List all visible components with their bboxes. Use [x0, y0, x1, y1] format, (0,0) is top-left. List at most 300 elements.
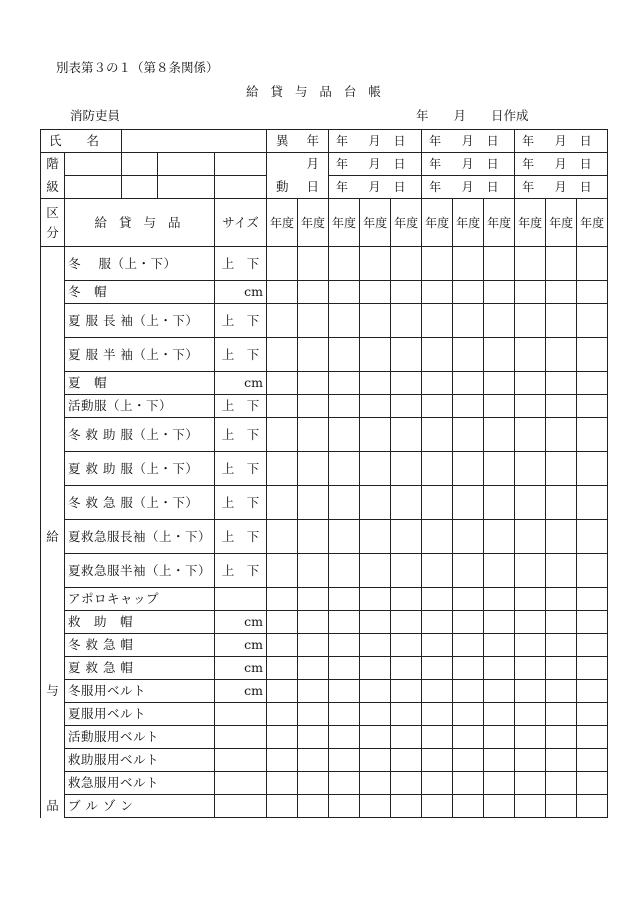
year-cell[interactable] — [360, 338, 391, 372]
ymd-3-2[interactable] — [422, 176, 515, 199]
year-cell[interactable] — [298, 372, 329, 395]
year-cell[interactable] — [577, 749, 608, 772]
year-cell[interactable] — [391, 338, 422, 372]
year-cell[interactable] — [298, 520, 329, 554]
year-cell[interactable] — [484, 703, 515, 726]
year-cell[interactable] — [391, 372, 422, 395]
year-cell[interactable] — [422, 304, 453, 338]
year-cell[interactable] — [267, 520, 298, 554]
year-cell[interactable] — [453, 657, 484, 680]
item-row — [41, 772, 608, 795]
ymd-2-1[interactable] — [329, 153, 422, 176]
year-cell[interactable] — [577, 486, 608, 520]
year-cell[interactable] — [267, 634, 298, 657]
year-cell[interactable] — [577, 554, 608, 588]
grade-cell-2b[interactable] — [122, 176, 158, 199]
year-cell[interactable] — [484, 588, 515, 611]
year-cell[interactable] — [453, 611, 484, 634]
year-cell[interactable] — [546, 611, 577, 634]
year-cell[interactable] — [329, 338, 360, 372]
year-cell[interactable] — [422, 486, 453, 520]
year-cell[interactable] — [453, 520, 484, 554]
year-cell[interactable] — [391, 726, 422, 749]
year-cell[interactable] — [515, 338, 546, 372]
year-cell[interactable] — [577, 304, 608, 338]
year-cell[interactable] — [546, 703, 577, 726]
year-cell[interactable] — [577, 372, 608, 395]
year-cell[interactable] — [391, 520, 422, 554]
year-cell[interactable] — [422, 657, 453, 680]
year-cell[interactable] — [391, 611, 422, 634]
year-cell[interactable] — [391, 486, 422, 520]
year-cell[interactable] — [453, 395, 484, 418]
item-row — [41, 418, 608, 452]
year-cell[interactable] — [515, 486, 546, 520]
year-cell[interactable] — [329, 772, 360, 795]
month-label: 月 — [554, 180, 567, 194]
year-cell[interactable] — [422, 588, 453, 611]
year-cell[interactable] — [329, 634, 360, 657]
ymd-1-2[interactable] — [422, 130, 515, 153]
year-cell[interactable] — [577, 338, 608, 372]
year-cell[interactable] — [267, 726, 298, 749]
page-title: 給 貸 与 品 台 帳 — [246, 84, 385, 99]
year-cell[interactable] — [267, 703, 298, 726]
year-cell[interactable] — [577, 795, 608, 818]
year-cell[interactable] — [391, 418, 422, 452]
year-cell[interactable] — [422, 726, 453, 749]
category-cell — [41, 418, 65, 452]
grade-cell-1a[interactable] — [65, 153, 122, 176]
year-cell[interactable] — [360, 772, 391, 795]
year-cell[interactable] — [453, 281, 484, 304]
year-cell[interactable] — [515, 304, 546, 338]
year-cell[interactable] — [329, 554, 360, 588]
item-row — [41, 749, 608, 772]
year-cell[interactable] — [484, 611, 515, 634]
year-cell[interactable] — [577, 772, 608, 795]
year-cell[interactable] — [515, 395, 546, 418]
year-cell[interactable] — [329, 452, 360, 486]
year-cell[interactable] — [329, 281, 360, 304]
year-cell[interactable] — [577, 611, 608, 634]
year-cell[interactable] — [298, 703, 329, 726]
year-cell[interactable] — [298, 772, 329, 795]
year-cell[interactable] — [360, 703, 391, 726]
year-cell[interactable] — [267, 749, 298, 772]
year-cell[interactable] — [515, 418, 546, 452]
year-cell[interactable] — [329, 680, 360, 703]
year-cell[interactable] — [515, 657, 546, 680]
year-cell[interactable] — [298, 452, 329, 486]
year-cell[interactable] — [484, 726, 515, 749]
year-cell[interactable] — [391, 281, 422, 304]
year-cell[interactable] — [298, 680, 329, 703]
year-cell[interactable] — [360, 634, 391, 657]
year-cell[interactable] — [515, 452, 546, 486]
year-cell[interactable] — [267, 554, 298, 588]
year-cell[interactable] — [453, 304, 484, 338]
year-cell[interactable] — [515, 749, 546, 772]
year-cell[interactable] — [577, 520, 608, 554]
item-size: 上 下 — [215, 304, 267, 338]
year-cell[interactable] — [329, 657, 360, 680]
year-cell[interactable] — [267, 418, 298, 452]
year-cell[interactable] — [422, 749, 453, 772]
year-cell[interactable] — [267, 772, 298, 795]
item-name: 救急服用ベルト — [65, 772, 215, 795]
year-cell[interactable] — [515, 247, 546, 281]
year-cell[interactable] — [391, 703, 422, 726]
year-cell[interactable] — [422, 281, 453, 304]
year-cell[interactable] — [484, 486, 515, 520]
year-cell[interactable] — [453, 634, 484, 657]
item-name: 夏 救 助 服（上・下） — [65, 452, 215, 486]
year-cell[interactable] — [577, 703, 608, 726]
year-cell[interactable] — [546, 657, 577, 680]
year-cell[interactable] — [267, 304, 298, 338]
day-label: 日 — [486, 180, 499, 194]
year-cell[interactable] — [515, 372, 546, 395]
year-cell[interactable] — [298, 726, 329, 749]
year-cell[interactable] — [391, 772, 422, 795]
year-cell[interactable] — [484, 554, 515, 588]
year-cell[interactable] — [391, 452, 422, 486]
year-cell[interactable] — [484, 247, 515, 281]
year-cell[interactable] — [360, 372, 391, 395]
year-cell[interactable] — [577, 418, 608, 452]
year-cell[interactable] — [515, 634, 546, 657]
year-cell[interactable] — [577, 657, 608, 680]
year-cell[interactable] — [360, 452, 391, 486]
year-cell[interactable] — [453, 452, 484, 486]
day-label: 日 — [579, 180, 592, 194]
year-cell[interactable] — [267, 680, 298, 703]
year-label: 年 — [336, 180, 349, 194]
year-cell[interactable] — [329, 588, 360, 611]
year-cell[interactable] — [298, 749, 329, 772]
year-cell[interactable] — [298, 634, 329, 657]
year-cell[interactable] — [422, 372, 453, 395]
item-row — [41, 795, 608, 818]
category-cell — [41, 611, 65, 634]
year-cell[interactable] — [484, 680, 515, 703]
year-cell[interactable] — [329, 726, 360, 749]
year-cell[interactable] — [422, 554, 453, 588]
year-cell[interactable] — [453, 554, 484, 588]
year-cell[interactable] — [391, 247, 422, 281]
year-cell[interactable] — [298, 304, 329, 338]
year-cell[interactable] — [484, 772, 515, 795]
year-cell[interactable] — [484, 749, 515, 772]
year-cell[interactable] — [577, 281, 608, 304]
year-cell[interactable] — [329, 395, 360, 418]
year-cell[interactable] — [484, 634, 515, 657]
year-cell[interactable] — [267, 611, 298, 634]
grade-label-2: 級 — [41, 176, 65, 199]
year-cell[interactable] — [267, 281, 298, 304]
year-cell[interactable] — [453, 726, 484, 749]
year-cell[interactable] — [267, 486, 298, 520]
year-cell[interactable] — [484, 795, 515, 818]
year-cell[interactable] — [267, 338, 298, 372]
category-cell — [41, 486, 65, 520]
year-cell[interactable] — [360, 588, 391, 611]
year-cell[interactable] — [484, 395, 515, 418]
item-name: 夏救急服長袖（上・下） — [65, 520, 215, 554]
year-cell[interactable] — [329, 486, 360, 520]
item-size — [215, 795, 267, 818]
year-cell[interactable] — [484, 657, 515, 680]
year-cell[interactable] — [422, 703, 453, 726]
item-name: ブ ル ゾ ン — [65, 795, 215, 818]
ymd-2-2[interactable] — [422, 153, 515, 176]
ymd-2-3[interactable] — [515, 153, 608, 176]
year-cell[interactable] — [298, 247, 329, 281]
year-cell[interactable] — [391, 588, 422, 611]
year-cell[interactable] — [577, 680, 608, 703]
grade-cell-2c[interactable] — [157, 176, 214, 199]
nendo-header: 年度 — [577, 199, 608, 247]
year-cell[interactable] — [484, 418, 515, 452]
nendo-header: 年度 — [453, 199, 484, 247]
day-label: 日 — [393, 157, 406, 171]
year-cell[interactable] — [484, 520, 515, 554]
grade-cell-1d[interactable] — [215, 153, 267, 176]
year-cell[interactable] — [422, 520, 453, 554]
year-cell[interactable] — [391, 657, 422, 680]
year-cell[interactable] — [329, 304, 360, 338]
year-cell[interactable] — [267, 452, 298, 486]
year-cell[interactable] — [453, 486, 484, 520]
year-cell[interactable] — [329, 418, 360, 452]
year-cell[interactable] — [515, 680, 546, 703]
year-cell[interactable] — [453, 418, 484, 452]
grade-cell-2d[interactable] — [215, 176, 267, 199]
nendo-header: 年度 — [329, 199, 360, 247]
year-cell[interactable] — [267, 657, 298, 680]
year-cell[interactable] — [515, 703, 546, 726]
year-cell[interactable] — [360, 520, 391, 554]
item-row — [41, 247, 608, 281]
year-cell[interactable] — [546, 726, 577, 749]
year-cell[interactable] — [546, 634, 577, 657]
year-cell[interactable] — [546, 372, 577, 395]
year-cell[interactable] — [360, 554, 391, 588]
year-cell[interactable] — [422, 772, 453, 795]
year-cell[interactable] — [360, 395, 391, 418]
category-cell — [41, 395, 65, 418]
year-cell[interactable] — [267, 372, 298, 395]
grade-cell-1b[interactable] — [122, 153, 158, 176]
year-cell[interactable] — [298, 338, 329, 372]
year-cell[interactable] — [515, 795, 546, 818]
year-cell[interactable] — [484, 452, 515, 486]
day-label: 日 — [393, 180, 406, 194]
item-name: 活動服用ベルト — [65, 726, 215, 749]
year-cell[interactable] — [577, 395, 608, 418]
year-cell[interactable] — [546, 281, 577, 304]
year-cell[interactable] — [391, 554, 422, 588]
item-size: 上 下 — [215, 554, 267, 588]
year-cell[interactable] — [360, 680, 391, 703]
year-cell[interactable] — [453, 795, 484, 818]
ymd-1-1[interactable] — [329, 130, 422, 153]
year-cell[interactable] — [391, 795, 422, 818]
item-size — [215, 726, 267, 749]
year-cell[interactable] — [360, 657, 391, 680]
year-cell[interactable] — [360, 611, 391, 634]
name-row — [41, 130, 608, 153]
year-cell[interactable] — [391, 634, 422, 657]
year-cell[interactable] — [298, 657, 329, 680]
year-cell[interactable] — [329, 611, 360, 634]
year-cell[interactable] — [546, 338, 577, 372]
name-field[interactable] — [122, 130, 267, 153]
grade-label-1: 階 — [41, 153, 65, 176]
year-cell[interactable] — [329, 520, 360, 554]
year-cell[interactable] — [329, 372, 360, 395]
year-cell[interactable] — [546, 554, 577, 588]
year-cell[interactable] — [422, 452, 453, 486]
year-cell[interactable] — [577, 634, 608, 657]
year-cell[interactable] — [298, 588, 329, 611]
year-cell[interactable] — [360, 795, 391, 818]
ymd-1-3[interactable] — [515, 130, 608, 153]
year-cell[interactable] — [267, 395, 298, 418]
year-cell[interactable] — [360, 247, 391, 281]
year-cell[interactable] — [298, 554, 329, 588]
year-cell[interactable] — [484, 304, 515, 338]
year-cell[interactable] — [546, 520, 577, 554]
year-cell[interactable] — [546, 772, 577, 795]
year-cell[interactable] — [391, 395, 422, 418]
year-cell[interactable] — [298, 611, 329, 634]
year-cell[interactable] — [329, 703, 360, 726]
nendo-header: 年度 — [391, 199, 422, 247]
item-row — [41, 338, 608, 372]
grade-row-1 — [41, 153, 608, 176]
year-cell[interactable] — [546, 452, 577, 486]
year-cell[interactable] — [360, 304, 391, 338]
year-cell[interactable] — [422, 338, 453, 372]
year-cell[interactable] — [515, 726, 546, 749]
year-cell[interactable] — [546, 680, 577, 703]
year-cell[interactable] — [515, 611, 546, 634]
grade-cell-1c[interactable] — [157, 153, 214, 176]
transfer-month-label: 月 — [298, 153, 329, 176]
year-cell[interactable] — [422, 418, 453, 452]
nendo-header: 年度 — [298, 199, 329, 247]
year-cell[interactable] — [453, 372, 484, 395]
year-cell[interactable] — [546, 304, 577, 338]
item-size: cm — [215, 657, 267, 680]
category-cell — [41, 726, 65, 749]
year-cell[interactable] — [577, 452, 608, 486]
year-cell[interactable] — [360, 418, 391, 452]
year-cell[interactable] — [391, 749, 422, 772]
name-label: 氏 名 — [41, 130, 122, 153]
year-cell[interactable] — [453, 588, 484, 611]
year-cell[interactable] — [546, 486, 577, 520]
month-label: 月 — [461, 180, 474, 194]
year-cell[interactable] — [360, 749, 391, 772]
item-name: 冬 救 急 帽 — [65, 634, 215, 657]
year-cell[interactable] — [267, 795, 298, 818]
column-header-row — [41, 199, 608, 247]
year-cell[interactable] — [422, 795, 453, 818]
ymd-3-3[interactable] — [515, 176, 608, 199]
year-cell[interactable] — [546, 588, 577, 611]
month-label: 月 — [368, 157, 381, 171]
year-cell[interactable] — [422, 680, 453, 703]
year-cell[interactable] — [360, 281, 391, 304]
year-cell[interactable] — [298, 795, 329, 818]
grade-cell-2a[interactable] — [65, 176, 122, 199]
year-cell[interactable] — [298, 281, 329, 304]
year-cell[interactable] — [577, 726, 608, 749]
year-cell[interactable] — [515, 281, 546, 304]
year-cell[interactable] — [546, 795, 577, 818]
year-cell[interactable] — [453, 749, 484, 772]
year-cell[interactable] — [267, 588, 298, 611]
year-cell[interactable] — [422, 247, 453, 281]
year-cell[interactable] — [453, 680, 484, 703]
category-cell — [41, 338, 65, 372]
category-side-label: 与 — [46, 683, 59, 698]
year-cell[interactable] — [298, 486, 329, 520]
item-name: 夏服用ベルト — [65, 703, 215, 726]
year-cell[interactable] — [515, 554, 546, 588]
month-label: 月 — [368, 180, 381, 194]
item-name: アポロキャップ — [65, 588, 215, 611]
year-cell[interactable] — [546, 418, 577, 452]
year-cell[interactable] — [329, 247, 360, 281]
year-cell[interactable] — [484, 372, 515, 395]
item-row — [41, 486, 608, 520]
year-cell[interactable] — [360, 486, 391, 520]
year-cell[interactable] — [484, 281, 515, 304]
year-cell[interactable] — [298, 395, 329, 418]
year-cell[interactable] — [577, 247, 608, 281]
year-cell[interactable] — [298, 418, 329, 452]
year-cell[interactable] — [546, 749, 577, 772]
year-cell[interactable] — [391, 680, 422, 703]
ymd-3-1[interactable] — [329, 176, 422, 199]
item-row — [41, 554, 608, 588]
year-cell[interactable] — [546, 395, 577, 418]
year-cell[interactable] — [546, 247, 577, 281]
year-cell[interactable] — [453, 338, 484, 372]
year-cell[interactable] — [329, 749, 360, 772]
year-cell[interactable] — [515, 772, 546, 795]
year-cell[interactable] — [360, 726, 391, 749]
year-cell[interactable] — [422, 611, 453, 634]
category-side-label: 給 — [46, 528, 59, 544]
year-cell[interactable] — [453, 247, 484, 281]
year-cell[interactable] — [453, 772, 484, 795]
year-cell[interactable] — [391, 304, 422, 338]
year-cell[interactable] — [577, 588, 608, 611]
year-cell[interactable] — [267, 247, 298, 281]
year-cell[interactable] — [422, 395, 453, 418]
year-cell[interactable] — [484, 338, 515, 372]
year-cell[interactable] — [453, 703, 484, 726]
year-cell[interactable] — [422, 634, 453, 657]
year-cell[interactable] — [515, 520, 546, 554]
year-cell[interactable] — [515, 588, 546, 611]
year-cell[interactable] — [329, 795, 360, 818]
